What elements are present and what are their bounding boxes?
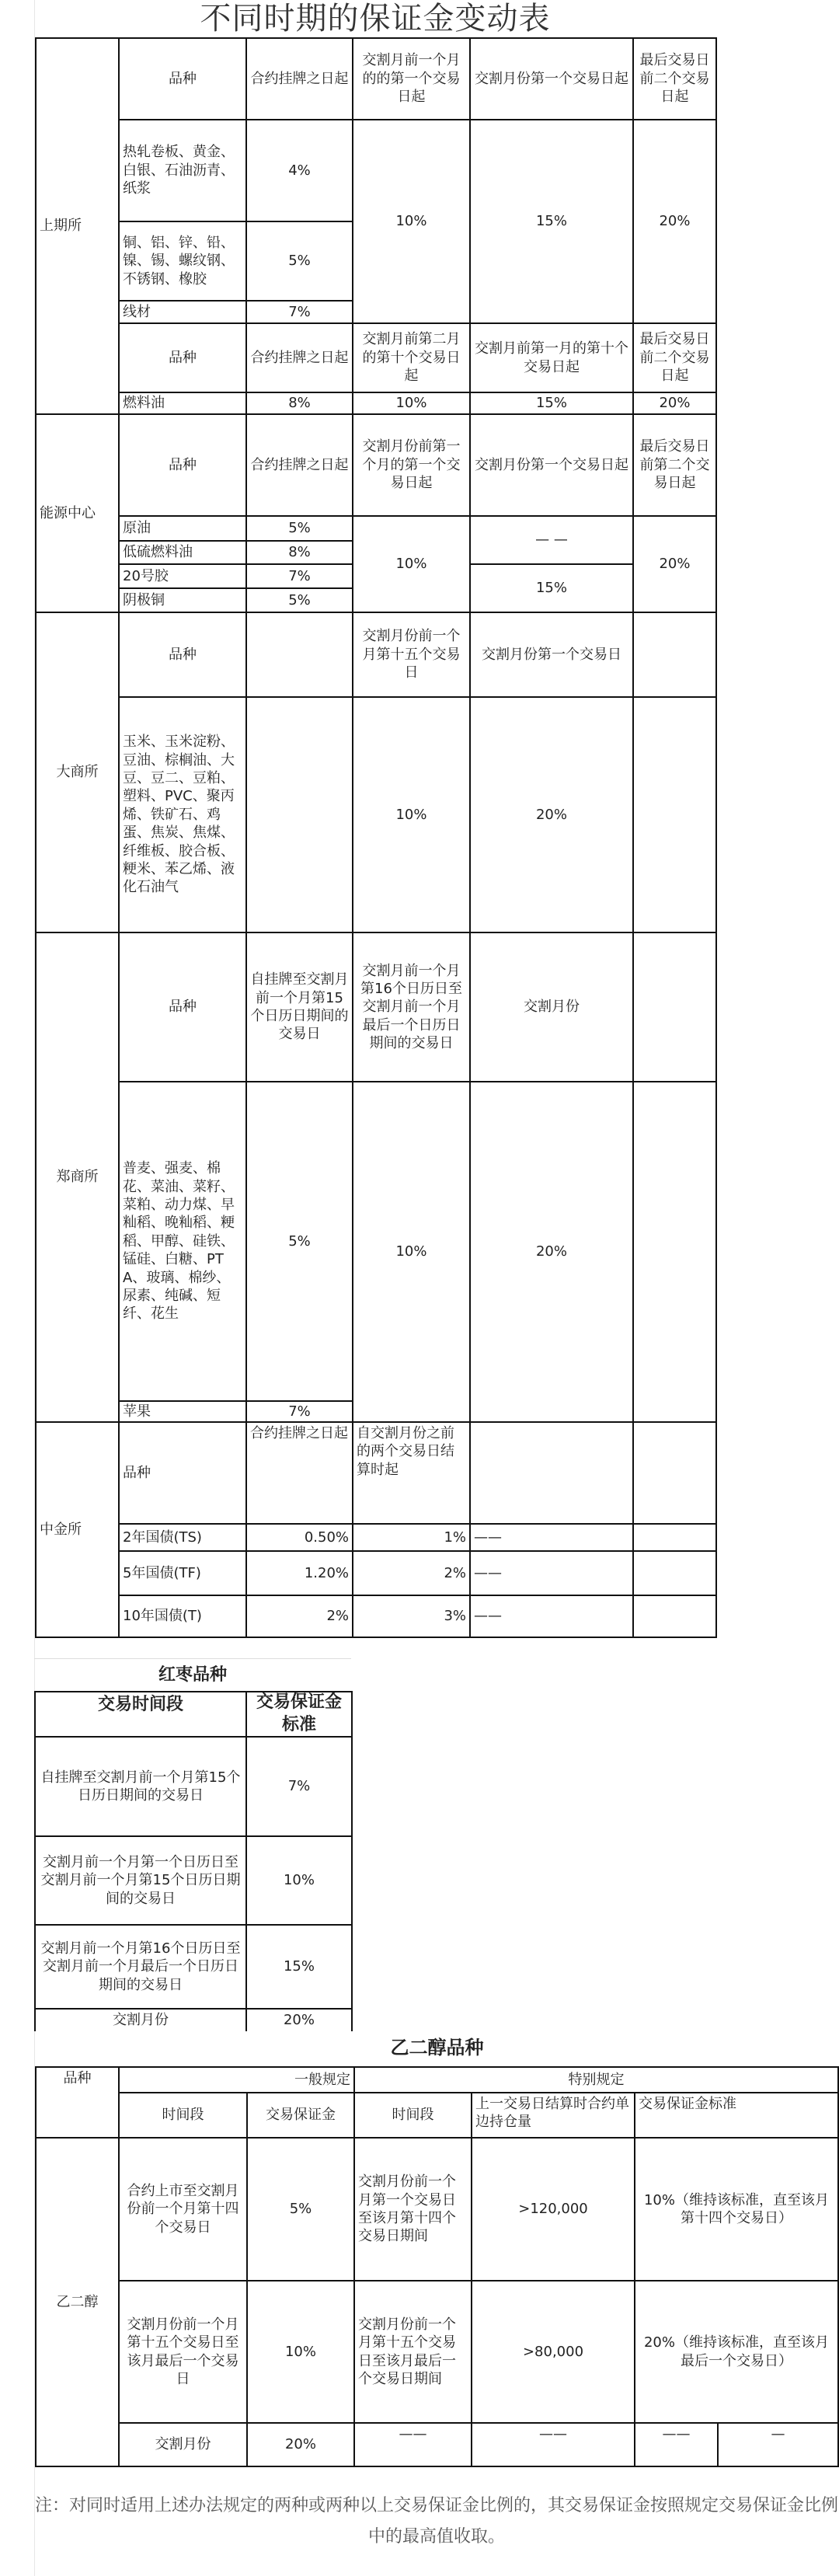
header-cell: 交割月前第二月的第十个交易日起 bbox=[352, 322, 471, 393]
header-cell bbox=[245, 612, 353, 698]
margin-cell: 10% bbox=[352, 392, 471, 415]
variety-cell: 铜、铝、锌、铅、镍、锡、螺纹钢、不锈钢、橡胶 bbox=[118, 221, 247, 302]
header-cell bbox=[632, 612, 717, 698]
eg-header: 特别规定 bbox=[353, 2066, 839, 2093]
margin-cell: 15% bbox=[469, 392, 634, 415]
eg-cell: 10% bbox=[246, 2280, 355, 2424]
header-cell: 最后交易日前二个交易日起 bbox=[632, 322, 717, 393]
variety-cell: 2年国债(TS) bbox=[118, 1523, 247, 1552]
eg-header: 时间段 bbox=[353, 2092, 472, 2139]
margin-cell: 1.20% bbox=[245, 1550, 353, 1596]
header-cell: 最后交易日前第二个交易日起 bbox=[632, 413, 717, 517]
margin-cell: 15% bbox=[469, 563, 634, 613]
margin-cell: 10% bbox=[352, 515, 471, 613]
header-cell: 交割月前一个月的的第一个交易日起 bbox=[352, 37, 471, 120]
header-cell: 交割月前第一月的第十个交易日起 bbox=[469, 322, 634, 393]
empty-cell bbox=[245, 696, 353, 933]
variety-cell: 玉米、玉米淀粉、豆油、棕榈油、大豆、豆二、豆粕、塑料、PVC、聚丙烯、铁矿石、鸡蛋、焦炭、焦煤、纤维板、胶合板、粳米、苯乙烯、液化石油气 bbox=[118, 696, 247, 933]
exchange-cffex: 中金所 bbox=[35, 1421, 120, 1638]
margin-cell: 7% bbox=[245, 1400, 353, 1423]
exchange-dce: 大商所 bbox=[35, 612, 120, 933]
header-cell: 品种 bbox=[118, 612, 247, 698]
variety-cell: 原油 bbox=[118, 515, 247, 542]
header-cell: 品种 bbox=[118, 413, 247, 517]
eg-cell: 交割月份前一个月第十五个交易日至该月最后一个交易日期间 bbox=[353, 2280, 472, 2424]
margin-cell: 7% bbox=[245, 300, 353, 324]
jujube-margin: 20% bbox=[245, 2008, 353, 2031]
variety-cell: 普麦、强麦、棉花、菜油、菜籽、菜粕、动力煤、早籼稻、晚籼稻、粳稻、甲醇、硅铁、锰硅、白糖、PTA、玻璃、棉纱、尿素、纯碱、短纤、花生 bbox=[118, 1081, 247, 1402]
eg-cell: 5% bbox=[246, 2137, 355, 2281]
header-cell: 自挂牌至交割月前一个月第15个日历日期间的交易日 bbox=[245, 932, 353, 1082]
variety-cell: 线材 bbox=[118, 300, 247, 324]
eg-header: 时间段 bbox=[118, 2092, 248, 2139]
eg-variety: 乙二醇 bbox=[35, 2137, 120, 2467]
margin-cell: 10% bbox=[352, 119, 471, 324]
jujube-period: 交割月前一个月第16个日历日至交割月前一个月最后一个日历日期间的交易日 bbox=[34, 1924, 247, 2010]
eg-cell: >80,000 bbox=[471, 2280, 635, 2424]
empty-cell bbox=[469, 1421, 634, 1525]
exchange-shfe: 上期所 bbox=[35, 37, 120, 415]
eg-cell: 交割月份 bbox=[118, 2422, 248, 2467]
margin-cell: — — bbox=[469, 515, 634, 565]
header-cell: 合约挂牌之日起 bbox=[245, 413, 353, 517]
margin-cell: 10% bbox=[352, 696, 471, 933]
margin-cell: —— bbox=[469, 1595, 634, 1638]
margin-cell: 3% bbox=[352, 1595, 471, 1638]
eg-cell: 20%（维持该标准，直至该月最后一个交易日） bbox=[634, 2280, 839, 2424]
header-cell: 交割月份 bbox=[469, 932, 634, 1082]
variety-cell: 10年国债(T) bbox=[118, 1595, 247, 1638]
divider bbox=[34, 1658, 351, 1659]
margin-cell: 2% bbox=[352, 1550, 471, 1596]
jujube-period: 交割月前一个月第一个日历日至交割月前一个月第15个日历日期间的交易日 bbox=[34, 1835, 247, 1926]
eg-header: 上一交易日结算时合约单边持仓量 bbox=[471, 2092, 635, 2139]
margin-cell: 1% bbox=[352, 1523, 471, 1552]
header-cell: 交割月份第一个交易日起 bbox=[469, 413, 634, 517]
eg-header: 交易保证金标准 bbox=[634, 2092, 839, 2139]
header-cell: 交割月份第一个交易日起 bbox=[469, 37, 634, 120]
margin-cell: 10% bbox=[352, 1081, 471, 1423]
eg-cell: 交割月份前一个月第十五个交易日至该月最后一个交易日 bbox=[118, 2280, 248, 2424]
eg-title: 乙二醇品种 bbox=[390, 2037, 484, 2058]
variety-cell: 低硫燃料油 bbox=[118, 540, 247, 565]
jujube-period: 交割月份 bbox=[34, 2008, 247, 2031]
margin-cell: 15% bbox=[469, 119, 634, 324]
margin-cell: —— bbox=[469, 1523, 634, 1552]
eg-header: 品种 bbox=[35, 2066, 120, 2139]
header-cell: 最后交易日前二个交易日起 bbox=[632, 37, 717, 120]
page-title: 不同时期的保证金变动表 bbox=[200, 1, 551, 37]
header-cell: 交割月份前一个月第十五个交易日 bbox=[352, 612, 471, 698]
eg-cell: 10%（维持该标准，直至该月第十四个交易日） bbox=[634, 2137, 839, 2281]
variety-cell: 5年国债(TF) bbox=[118, 1550, 247, 1596]
margin-cell: 8% bbox=[245, 540, 353, 565]
jujube-title: 红枣品种 bbox=[158, 1665, 227, 1685]
variety-cell: 苹果 bbox=[118, 1400, 247, 1423]
empty-cell bbox=[632, 1523, 717, 1552]
jujube-margin: 10% bbox=[245, 1835, 353, 1926]
empty-cell bbox=[632, 1550, 717, 1596]
jujube-period: 自挂牌至交割月前一个月第15个日历日期间的交易日 bbox=[34, 1736, 247, 1837]
variety-cell: 阴极铜 bbox=[118, 587, 247, 613]
footnote: 注：对同时适用上述办法规定的两种或两种以上交易保证金比例的，其交易保证金按照规定交易保证金比例中的最高值收取。 bbox=[34, 2496, 838, 2546]
exchange-ine: 能源中心 bbox=[35, 413, 120, 613]
margin-cell: 8% bbox=[245, 392, 353, 415]
margin-cell: 5% bbox=[245, 221, 353, 302]
margin-cell: 5% bbox=[245, 1081, 353, 1402]
empty-cell bbox=[632, 696, 717, 933]
empty-cell bbox=[632, 1081, 717, 1423]
exchange-zce: 郑商所 bbox=[35, 932, 120, 1423]
empty-cell bbox=[632, 1421, 717, 1525]
eg-cell: 20% bbox=[246, 2422, 355, 2467]
header-cell: 合约挂牌之日起 bbox=[245, 1421, 353, 1525]
variety-cell: 燃料油 bbox=[118, 392, 247, 415]
jujube-header: 交易保证金标准 bbox=[245, 1691, 353, 1738]
margin-cell: 4% bbox=[245, 119, 353, 222]
header-cell: 品种 bbox=[118, 932, 247, 1082]
header-cell: 交割月份前第一个月的第一个交易日起 bbox=[352, 413, 471, 517]
eg-cell: —— bbox=[471, 2422, 635, 2467]
header-cell: 自交割月份之前的两个交易日结算时起 bbox=[352, 1421, 471, 1525]
margin-cell: 5% bbox=[245, 515, 353, 542]
variety-cell: 20号胶 bbox=[118, 563, 247, 589]
margin-cell: 5% bbox=[245, 587, 353, 613]
header-cell: 合约挂牌之日起 bbox=[245, 37, 353, 120]
eg-header: 一般规定 bbox=[118, 2066, 355, 2093]
variety-cell: 热轧卷板、黄金、白银、石油沥青、纸浆 bbox=[118, 119, 247, 222]
header-cell bbox=[632, 932, 717, 1082]
header-cell: 品种 bbox=[118, 322, 247, 393]
eg-cell: — bbox=[717, 2422, 839, 2467]
margin-cell: 20% bbox=[632, 515, 717, 613]
header-cell: 合约挂牌之日起 bbox=[245, 322, 353, 393]
eg-cell: 交割月份前一个月第一个交易日至该月第十四个交易日期间 bbox=[353, 2137, 472, 2281]
header-cell: 交割月前一个月第16个日历日至交割月前一个月最后一个日历日期间的交易日 bbox=[352, 932, 471, 1082]
margin-cell: —— bbox=[469, 1550, 634, 1596]
margin-cell: 7% bbox=[245, 563, 353, 589]
margin-cell: 20% bbox=[469, 1081, 634, 1423]
eg-cell: 合约上市至交割月份前一个月第十四个交易日 bbox=[118, 2137, 248, 2281]
eg-cell: —— bbox=[634, 2422, 719, 2467]
eg-cell: >120,000 bbox=[471, 2137, 635, 2281]
margin-cell: 20% bbox=[632, 119, 717, 324]
margin-cell: 20% bbox=[469, 696, 634, 933]
jujube-margin: 15% bbox=[245, 1924, 353, 2010]
header-cell: 品种 bbox=[118, 37, 247, 120]
margin-cell: 20% bbox=[632, 392, 717, 415]
jujube-header: 交易时间段 bbox=[34, 1691, 247, 1738]
eg-header: 交易保证金 bbox=[246, 2092, 355, 2139]
jujube-margin: 7% bbox=[245, 1736, 353, 1837]
margin-cell: 2% bbox=[245, 1595, 353, 1638]
header-cell: 品种 bbox=[118, 1421, 247, 1525]
eg-cell: —— bbox=[353, 2422, 472, 2467]
margin-cell: 0.50% bbox=[245, 1523, 353, 1552]
header-cell: 交割月份第一个交易日 bbox=[469, 612, 634, 698]
empty-cell bbox=[632, 1595, 717, 1638]
